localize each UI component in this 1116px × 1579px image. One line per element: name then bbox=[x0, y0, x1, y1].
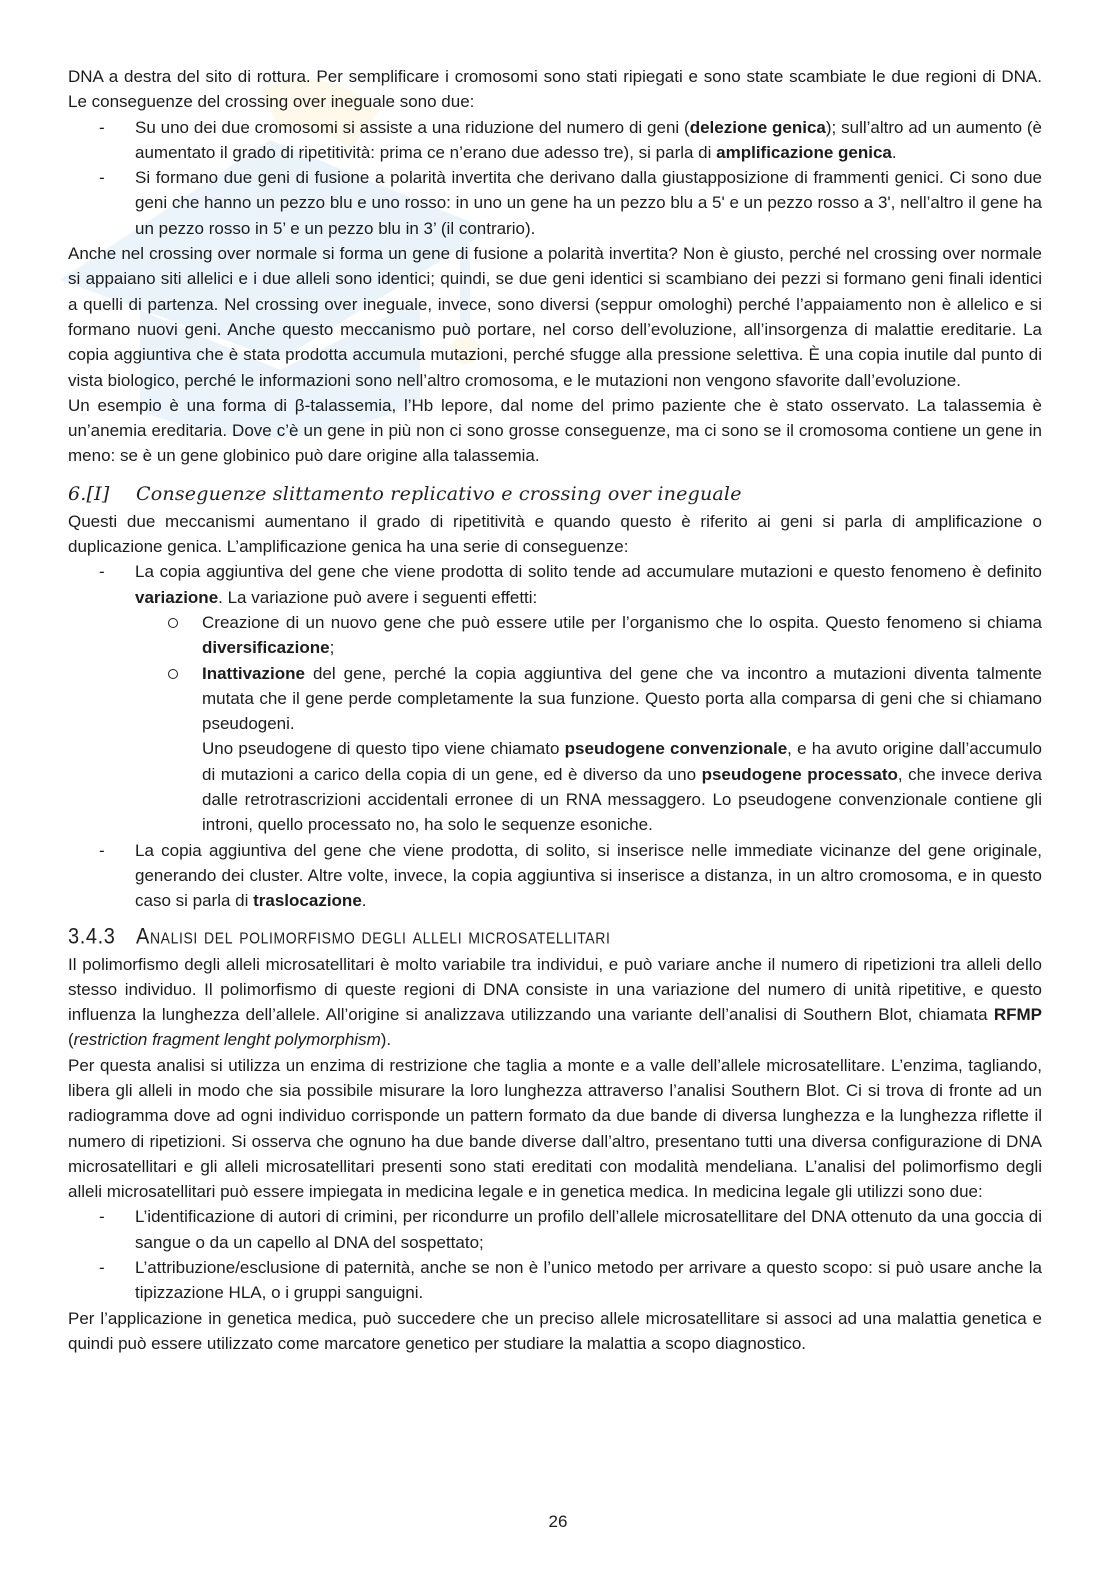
list-item: - L’attribuzione/esclusione di paternità, anche se non è l’unico metodo per arrivare a questo scopo: si può usare anche la tipizzazione HLA, o i gruppi sanguigni. bbox=[135, 1255, 1042, 1306]
list-item: - Su uno dei due cromosomi si assiste a una riduzione del numero di geni (delezione genica); sull’altro ad un aumento (è aumentato il grado di ripetitività: prima ce n’erano due adesso tre), si parla di amplificazione genica. bbox=[135, 115, 1042, 166]
subsection-heading: 6.[I] Conseguenze slittamento replicativo e crossing over ineguale bbox=[68, 482, 742, 505]
list-item: - La copia aggiuntiva del gene che viene prodotta, di solito, si inserisce nelle immediate vicinanze del gene originale, generando dei cluster. Altre volte, invece, la copia aggiuntiva si inserisce a distanza, in un altro cromosoma, e in questo caso si parla di traslocazione. bbox=[135, 838, 1042, 914]
list-item: - La copia aggiuntiva del gene che viene prodotta di solito tende ad accumulare mutazioni e questo fenomeno è definito variazione. La variazione può avere i seguenti effetti: Creazione di un nuovo gene che può essere utile per l’organismo che lo ospita. Questo fenomeno si chiama diversificazione; Inattivazione del gene, perché la copia aggiuntiva del gene che va incontro a mutazioni diventa talmente mutata che il gene perde completamente la sua funzione. Questo porta alla comparsa di geni che si chiamano pseudogeni. Uno pseudogene di questo tipo viene chiamato pseudogene convenzionale, e ha avuto origine dall’accumulo di mutazioni a carico della copia di un gene, ed è diverso da uno pseudogene processato, che invece deriva dalle retrotrascrizioni accidentali erronee di un RNA messaggero. Lo pseudogene convenzionale contiene gli introni, quello processato no, ha solo le sequenze esoniche. bbox=[135, 559, 1042, 837]
paragraph-amplificazione: Questi due meccanismi aumentano il grado di ripetitività e quando questo è riferito ai geni si parla di amplificazione o duplicazione genica. L’amplificazione genica ha una serie di conseguenze: bbox=[68, 511, 1042, 557]
pseudogene-note: Uno pseudogene di questo tipo viene chiamato pseudogene convenzionale, e ha avuto origine dall’accumulo di mutazioni a carico della copia di un gene, ed è diverso da uno pseudogene processato, che invece deriva dalle retrotrascrizioni accidentali erronee di un RNA messaggero. Lo pseudogene convenzionale contiene gli introni, quello processato no, ha solo le sequenze esoniche. bbox=[202, 739, 1042, 835]
amplification-list bbox=[68, 559, 1042, 913]
paragraph-talassemia: Un esempio è una forma di β-talassemia, l’Hb lepore, dal nome del primo paziente che è stato osservato. La talassemia è un’anemia ereditaria. Dove c’è un gene in più non ci sono grosse conseguenze, ma ci sono se il cromosoma contiene un gene in meno: se è un gene globinico può dare origine alla talassemia. bbox=[68, 395, 1042, 466]
document-page bbox=[68, 64, 1042, 1356]
consequences-list bbox=[68, 115, 1042, 241]
sub-list-item: Inattivazione del gene, perché la copia aggiuntiva del gene che va incontro a mutazioni diventa talmente mutata che il gene perde completamente la sua funzione. Questo porta alla comparsa di geni che si chiamano pseudogeni. Uno pseudogene di questo tipo viene chiamato pseudogene convenzionale, e ha avuto origine dall’accumulo di mutazioni a carico della copia di un gene, ed è diverso da uno pseudogene processato, che invece deriva dalle retrotrascrizioni accidentali erronee di un RNA messaggero. Lo pseudogene convenzionale contiene gli introni, quello processato no, ha solo le sequenze esoniche. bbox=[202, 661, 1042, 838]
paragraph-intro: DNA a destra del sito di rottura. Per semplificare i cromosomi sono stati ripiegati e sono state scambiate le due regioni di DNA. Le conseguenze del crossing over ineguale sono due: bbox=[68, 67, 1042, 112]
list-item: - L’identificazione di autori di crimini, per ricondurre un profilo dell’allele microsatellitare del DNA ottenuto da una goccia di sangue o da un capello al DNA del sospettato; bbox=[135, 1204, 1042, 1255]
list-item: - Si formano due geni di fusione a polarità invertita che derivano dalla giustapposizione di frammenti genici. Ci sono due geni che hanno un pezzo blu e uno rosso: in uno un gene ha un pezzo blu a 5' e un pezzo rosso a 3', nell’altro il gene ha un pezzo rosso in 5’ e un pezzo blu in 3’ (il contrario). bbox=[135, 165, 1042, 241]
paragraph-southern-blot: Per questa analisi si utilizza un enzima di restrizione che taglia a monte e a valle dell’allele microsatellitare. L’enzima, tagliando, libera gli alleli in modo che sia possibile misurare la loro lunghezza attraverso l’analisi Southern Blot. Ci si trova di fronte ad un radiogramma dove ad ogni individuo corrisponde un pattern formato da due bande di diversa lunghezza e la lunghezza riflette il numero di ripetizioni. Si osserva che ognuno ha due bande diverse dall’altro, presentano tutti una diversa configurazione di DNA microsatellitari e gli alleli microsatellitari presenti sono stati ereditati con modalità mendeliana. L’analisi del polimorfismo degli alleli microsatellitari può essere impiegata in medicina legale e in genetica medica. In medicina legale gli utilizzi sono due: bbox=[68, 1055, 1042, 1202]
sub-list-item: Creazione di un nuovo gene che può essere utile per l’organismo che lo ospita. Questo fenomeno si chiama diversificazione; bbox=[202, 610, 1042, 661]
variation-effects-list bbox=[135, 610, 1042, 838]
legal-uses-list bbox=[68, 1204, 1042, 1305]
paragraph-genetica-medica: Per l’applicazione in genetica medica, può succedere che un preciso allele microsatellitare si associ ad una malattia genetica e quindi può essere utilizzato come marcatore genetico per studiare la malattia a scopo diagnostico. bbox=[68, 1308, 1042, 1353]
paragraph-crossing-over: Anche nel crossing over normale si forma un gene di fusione a polarità invertita? Non è giusto, perché nel crossing over normale si appaiano siti allelici e i due alleli sono identici; quindi, se due geni identici si scambiano dei pezzi si formano geni finali identici a quelli di partenza. Nel crossing over ineguale, invece, sono diversi (seppur omologhi) perché l’appaiamento non è allelico e si formano nuovi geni. Anche questo meccanismo può portare, nel corso dell’evoluzione, all’insorgenza di malattie ereditarie. La copia aggiuntiva che è stata prodotta accumula mutazioni, perché sfugge alla pressione selettiva. È una copia inutile dal punto di vista biologico, perché le informazioni sono nell’altro cromosoma, e le mutazioni non vengono sfavorite dall’evoluzione. bbox=[68, 244, 1042, 390]
section-heading: 3.4.3 Analisi del polimorfismo degli alleli microsatellitari bbox=[68, 924, 611, 949]
page-number: 26 bbox=[548, 1512, 568, 1531]
paragraph-polimorfismo: Il polimorfismo degli alleli microsatellitari è molto variabile tra individui, e può variare anche il numero di ripetizioni tra alleli dello stesso individuo. Il polimorfismo di queste regioni di DNA consiste in una variazione del numero di unità ripetitive, e questo influenza la lunghezza dell’allele. All’origine si analizzava utilizzando una variante dell’analisi di Southern Blot, chiamata RFMP (restriction fragment lenght polymorphism). bbox=[68, 954, 1042, 1050]
